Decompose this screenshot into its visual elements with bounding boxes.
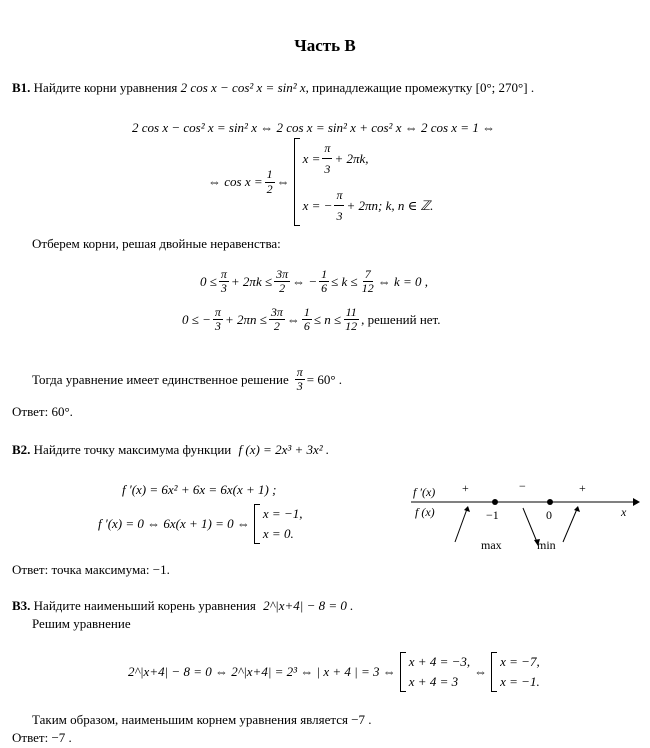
ineq-text: 0 ≤ −	[182, 311, 211, 327]
then-frac	[295, 366, 305, 393]
ineq-text: ⇔ −	[292, 273, 318, 289]
system-row: x = 0.	[262, 526, 294, 541]
b2-task-equation: f (x) = 2x³ + 3x² .	[238, 442, 330, 457]
b3-solve-text: Решим уравнение	[32, 616, 131, 631]
frac-num: π	[334, 185, 344, 206]
sign-plus-right: +	[579, 481, 586, 495]
then-value: = 60° .	[306, 371, 343, 387]
frac-pi-3	[322, 138, 332, 179]
min-label: min	[537, 538, 556, 552]
b1-root-row-1	[303, 138, 434, 179]
max-label: max	[481, 538, 502, 552]
frac-den: 12	[361, 281, 374, 296]
ineq-frac	[213, 306, 223, 333]
frac-den: 6	[303, 319, 310, 334]
arrow-up-right	[563, 509, 577, 542]
b1-frac-half	[265, 168, 275, 195]
frac-num: π	[296, 365, 303, 379]
ineq-text: + 2πn ≤	[224, 311, 267, 327]
fprime-label: f ′(x)	[413, 485, 436, 499]
row-text: + 2πn; k, n ∈ ℤ.	[346, 197, 434, 213]
frac-num: 7	[364, 267, 371, 281]
ineq-frac	[343, 306, 359, 333]
page-title: Часть В	[294, 36, 356, 55]
ineq-frac	[274, 268, 290, 295]
b1-root-row-2	[303, 185, 434, 226]
ineq-text: ≤ n ≤	[313, 311, 342, 327]
frac-num: π	[220, 267, 227, 281]
then-text: Тогда уравнение имеет единственное решение	[32, 371, 289, 387]
row-text: x =	[302, 150, 321, 166]
b1-answer: Ответ: 60°.	[12, 404, 73, 419]
frac-den: 3	[220, 281, 227, 296]
row-text: x = −	[302, 197, 333, 213]
b3-task	[12, 598, 353, 614]
system-row: x = −1.	[500, 674, 540, 689]
b3-solution-line	[128, 652, 540, 692]
arrowhead	[464, 506, 470, 512]
b3-answer: Ответ: −7 .	[12, 730, 72, 745]
b1-label: В1.	[12, 80, 31, 95]
b1-then-line	[32, 366, 342, 393]
b1-inequality-2	[182, 306, 441, 333]
ineq-text: + 2πk ≤	[230, 273, 273, 289]
ineq-frac	[269, 306, 285, 333]
critical-point-minus1	[492, 499, 498, 505]
b3-label: В3.	[12, 598, 31, 613]
frac-den: 2	[273, 319, 280, 334]
f-label: f (x)	[415, 505, 435, 519]
equiv-arrow: ⇔	[474, 664, 488, 679]
b2-label: В2.	[12, 442, 31, 457]
b3-roots-system	[491, 652, 540, 692]
b1-task-equation: 2 cos x − cos² x = sin² x	[180, 80, 306, 95]
system-bracket	[400, 652, 406, 692]
b1-solution-line1: 2 cos x − cos² x = sin² x ⇔ 2 cos x = sin² x + cos² x ⇔ 2 cos x = 1 ⇔	[132, 120, 496, 135]
b2-task	[12, 442, 329, 458]
b2-answer: Ответ: точка максимума: −1.	[12, 562, 170, 577]
system-row: x = −7,	[500, 654, 540, 669]
b1-task	[12, 80, 534, 96]
x-axis-label: x	[621, 505, 627, 519]
frac-num: 1	[303, 305, 310, 319]
ineq-frac	[219, 268, 229, 295]
b1-cos-eq: ⇔ cos x =	[208, 174, 263, 189]
b1-roots-system	[294, 138, 434, 226]
b2-sign-diagram	[405, 476, 640, 556]
axis-arrow	[633, 498, 640, 506]
b1-solution-line2	[208, 138, 433, 226]
ineq-text: , решений нет.	[361, 311, 441, 327]
frac-den: 2	[266, 181, 273, 196]
arrow-down	[523, 508, 537, 542]
ineq-text: ⇔	[286, 311, 300, 327]
frac-den: 3	[296, 379, 303, 394]
frac-num: 1	[321, 267, 328, 281]
frac-num: 1	[266, 167, 273, 182]
row-text: + 2πk,	[334, 150, 369, 166]
sign-plus-left: +	[462, 481, 469, 495]
point-label-0: 0	[546, 508, 552, 522]
b3-task-text: Найдите наименьший корень уравнения	[33, 598, 256, 613]
ineq-frac	[319, 268, 329, 295]
system-row: x + 4 = 3	[408, 674, 459, 689]
ineq-text: 0 ≤	[200, 273, 217, 289]
frac-den: 3	[336, 209, 343, 223]
b1-arrow: ⇔	[276, 174, 290, 189]
b1-inequality-1	[200, 268, 428, 295]
b1-select-text: Отберем корни, решая двойные неравенства:	[32, 236, 281, 251]
ineq-text: ≤ k ≤	[331, 273, 358, 289]
frac-num: 3π	[276, 267, 289, 281]
frac-den: 3	[214, 319, 221, 334]
b2-task-text: Найдите точку максимума функции	[33, 442, 232, 457]
frac-num: 3π	[270, 305, 283, 319]
frac-den: 3	[324, 162, 331, 176]
b2-derivative-line: f ′(x) = 6x² + 6x = 6x(x + 1) ;	[122, 482, 277, 497]
frac-den: 2	[279, 281, 286, 296]
critical-point-0	[547, 499, 553, 505]
frac-pi-3	[334, 185, 344, 226]
b3-conclusion: Таким образом, наименьшим корнем уравнения является −7 .	[32, 712, 372, 727]
b3-task-equation: 2^|x+4| − 8 = 0 .	[263, 598, 354, 613]
frac-den: 6	[321, 281, 328, 296]
arrowhead	[574, 506, 580, 512]
system-row: x + 4 = −3,	[408, 654, 471, 669]
b1-task-text: Найдите корни уравнения	[33, 80, 178, 95]
sign-minus: −	[519, 479, 526, 493]
zero-text: f ′(x) = 0 ⇔ 6x(x + 1) = 0 ⇔	[98, 516, 250, 531]
system-bracket	[254, 504, 260, 544]
b2-zero-line	[98, 504, 302, 544]
frac-num: π	[322, 138, 332, 159]
system-bracket	[491, 652, 497, 692]
system-row: x = −1,	[262, 506, 303, 521]
point-label-minus1: −1	[486, 508, 499, 522]
ineq-frac	[360, 268, 376, 295]
frac-den: 12	[345, 319, 358, 334]
frac-num: π	[214, 305, 221, 319]
b1-task-interval: , принадлежащие промежутку [0°; 270°] .	[305, 80, 535, 95]
frac-num: 11	[345, 305, 357, 319]
system-bracket	[294, 138, 300, 226]
arrow-up-left	[455, 509, 467, 542]
ineq-frac	[302, 306, 312, 333]
ineq-text: ⇔ k = 0 ,	[377, 273, 428, 289]
main-equation: 2^|x+4| − 8 = 0 ⇔ 2^|x+4| = 2³ ⇔ | x + 4 | = 3 ⇔	[128, 664, 396, 679]
b2-critical-system	[254, 504, 303, 544]
b3-abs-system	[400, 652, 470, 692]
